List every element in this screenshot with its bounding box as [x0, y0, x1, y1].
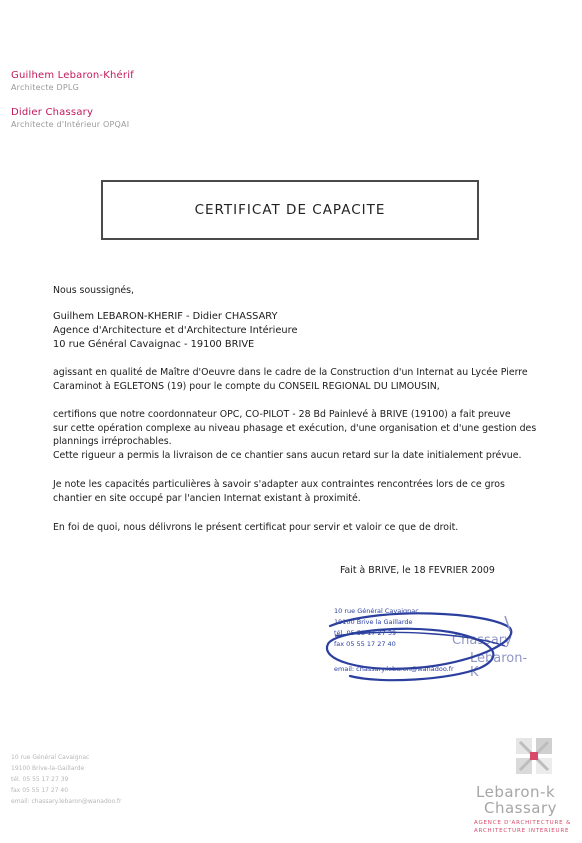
salutation: Nous soussignés, [53, 285, 135, 296]
letterhead-role-2: Architecte d'Intérieur OPQAI [11, 120, 130, 129]
stamp-name: Lebaron-K [470, 651, 528, 680]
agency-logo [470, 736, 578, 840]
footer-line: 10 rue Général Cavaignac [11, 754, 90, 761]
stamp-line: 19100 Brive la Gaillarde [334, 618, 413, 626]
paragraph-4: En foi de quoi, nous délivrons le présent certificat pour servir et valoir ce que de droit. [53, 522, 459, 533]
paragraph-2-line: Cette rigueur a permis la livraison de ce chantier sans aucun retard sur la date initialement prévue. [53, 449, 522, 461]
paragraph-2 [53, 408, 536, 462]
stamp-line: email: chassary.lebaron@wanadoo.fr [334, 665, 454, 673]
stamp-line: tél. 05 55 17 27 39 [334, 629, 397, 637]
sender-address: 10 rue Général Cavaignac - 19100 BRIVE [53, 339, 255, 350]
footer-line: email: chassary.lebaron@wanadoo.fr [11, 798, 122, 805]
letterhead-role-1: Architecte DPLG [11, 83, 79, 92]
footer-line: fax 05 55 17 27 40 [11, 787, 69, 794]
agency-stamp [320, 606, 528, 686]
logo-mark-icon [514, 736, 554, 780]
paragraph-1-line: agissant en qualité de Maître d'Oeuvre dans le cadre de la Construction d'un Internat au Lycée Pierre [53, 367, 528, 378]
paragraph-3-line: Je note les capacités particulières à savoir s'adapter aux contraintes rencontrées lors de ce gros [53, 479, 505, 490]
logo-subtitle: ARCHITECTURE INTERIEURE [474, 828, 570, 834]
footer-line: tél. 05 55 17 27 39 [11, 776, 69, 783]
document-title: CERTIFICAT DE CAPACITE [194, 202, 386, 218]
signature-scribble [320, 606, 520, 686]
paragraph-1 [53, 366, 528, 393]
stamp-name: Chassary [452, 633, 512, 648]
logo-name-2: Chassary [484, 799, 558, 817]
logo-name-1: Lebaron-k [476, 783, 556, 801]
sender-names: Guilhem LEBARON-KHERIF - Didier CHASSARY [53, 311, 278, 322]
footer-line: 19100 Brive-la-Gaillarde [11, 765, 85, 772]
title-box [101, 180, 479, 240]
footer-address [11, 752, 122, 807]
letterhead-name-1: Guilhem Lebaron-Khérif [11, 70, 134, 81]
sender-agency: Agence d'Architecture et d'Architecture Intérieure [53, 325, 298, 336]
paragraph-1-line: Caraminot à EGLETONS (19) pour le compte du CONSEIL REGIONAL DU LIMOUSIN, [53, 380, 440, 392]
stamp-line: 10 rue Général Cavaignac [334, 607, 419, 615]
paragraph-2-line: certifions que notre coordonnateur OPC, CO-PILOT - 28 Bd Painlevé à BRIVE (19100) a fait preuve [53, 409, 511, 420]
letterhead-name-2: Didier Chassary [11, 107, 94, 118]
stamp-line: fax 05 55 17 27 40 [334, 640, 396, 648]
logo-subtitle: AGENCE D'ARCHITECTURE & [474, 820, 572, 826]
paragraph-3 [53, 478, 505, 505]
paragraph-3-line: chantier en site occupé par l'ancien Internat existant à proximité. [53, 492, 361, 504]
sender-block [53, 310, 297, 352]
signoff-date: Fait à BRIVE, le 18 FEVRIER 2009 [340, 565, 495, 576]
paragraph-2-line: plannings irréprochables. [53, 436, 172, 447]
paragraph-2-line: sur cette opération complexe au niveau phasage et exécution, d'une organisation et d'une gestion des [53, 422, 537, 434]
